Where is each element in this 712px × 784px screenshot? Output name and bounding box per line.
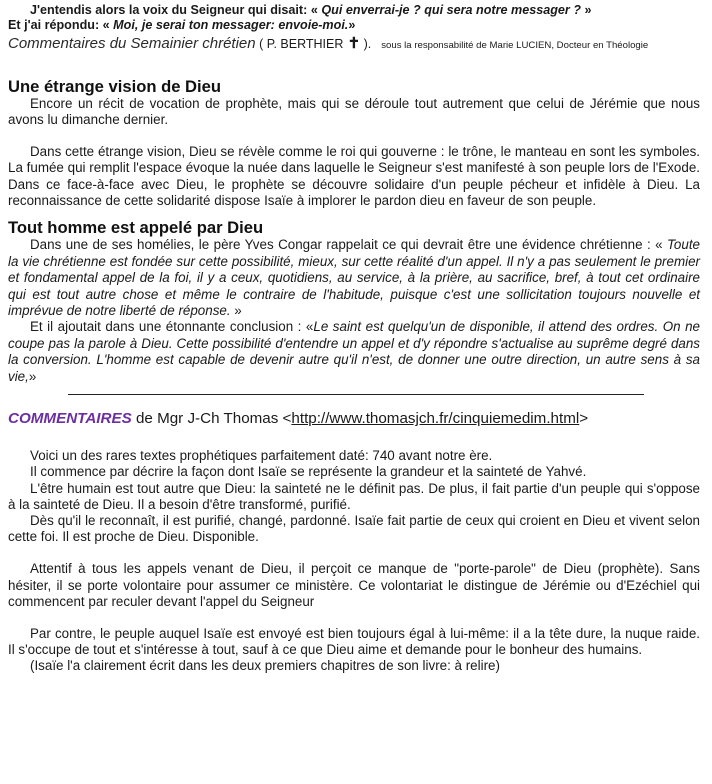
paragraph: Dès qu'il le reconnaît, il est purifié, changé, pardonné. Isaïe fait partie de ceux qui croient en Dieu et vivent selon cette foi. Il est proche de Dieu. Disponible.	[8, 512, 700, 545]
responsibility-note: sous la responsabilité de Marie LUCIEN, Docteur en Théologie	[381, 40, 649, 51]
paragraph: Il commence par décrire la façon dont Isaïe se représente la grandeur et la sainteté de Yahvé.	[30, 464, 587, 480]
paragraph: Voici un des rares textes prophétiques parfaitement daté: 740 avant notre ère.	[30, 448, 493, 464]
author-close: ).	[360, 37, 372, 51]
cross-icon: ✝	[347, 35, 361, 52]
paragraph: Par contre, le peuple auquel Isaïe est envoyé est bien toujours égal à lui-même: il a la tête dure, la nuque raide. Il s'occupe de tout et s'intéresse à tout, sauf à ce que Dieu aime et demande pour le bonheur des humains.	[8, 625, 700, 658]
paragraph: (Isaïe l'a clairement écrit dans les deux premiers chapitres de son livre: à relire)	[30, 658, 500, 674]
paragraph: Encore un récit de vocation de prophète, mais qui se déroule tout autrement que celui de Jérémie que nous avons lu dimanche dernier.	[8, 96, 700, 128]
quote-end: »	[28, 368, 37, 384]
verse-1-quote: Qui enverrai-je ? qui sera notre messager ?	[321, 3, 581, 17]
link-close: >	[579, 410, 589, 428]
verse-2-suffix: »	[348, 18, 356, 32]
quote-intro: Et il ajoutait dans une étonnante conclusion : «	[30, 319, 314, 335]
document-page	[8, 3, 700, 675]
thomas-link[interactable]: http://www.thomasjch.fr/cinquiemedim.html	[291, 410, 580, 428]
section-divider	[68, 394, 644, 395]
quote-end: »	[230, 303, 242, 319]
verse-2-quote: Moi, je serai ton messager: envoie-moi.	[113, 18, 349, 32]
source-line	[8, 34, 700, 55]
commentaires-author: de Mgr J-Ch Thomas <	[131, 410, 292, 428]
bible-verse-line-1	[8, 3, 700, 18]
section-title-appel: Tout homme est appelé par Dieu	[8, 218, 264, 238]
bible-verse-line-2	[8, 18, 700, 33]
quote-intro: Dans une de ses homélies, le père Yves Congar rappelait ce qui devrait être une évidence chrétienne : «	[30, 237, 667, 253]
paragraph: Attentif à tous les appels venant de Dieu, il perçoit ce manque de "porte-parole" de Dieu (prophète). Sans hésiter, il se porte volontaire pour assumer ce ministère. Ce volontariat le distingue de Jérémie ou d'Ezéchiel qui commencent par reculer devant l'appel du Seigneur	[8, 561, 700, 609]
paragraph: L'être humain est tout autre que Dieu: la sainteté ne le définit pas. De plus, il fait partie d'un peuple qui s'oppose à la sainteté de Dieu. Il a besoin d'être transformé, purifié.	[8, 480, 700, 512]
commentaires-heading	[8, 409, 700, 428]
quote-text: Toute la vie chrétienne est fondée sur cette possibilité, mieux, sur cette réalité d'un appel. Il n'y a pas seulement le premier et fondamental appel de la foi, il y a ceux, quotidiens, au service, à la prière, au sacrifice, bref, à tout cet ordinaire qui est tout autre chose et même le contraire de l'habitude, puisque c'est une sollicitation toujours nouvelle et imprévue de notre liberté de réponse.	[8, 237, 700, 319]
source-title: Commentaires du Semainier chrétien	[8, 35, 256, 52]
paragraph-congar-quote	[8, 237, 700, 319]
quote-text: Le saint est quelqu'un de disponible, il attend des ordres. On ne coupe pas la parole à Dieu. Cette possibilité d'entendre un appel et d'y répondre s'actualise au suprême degré dans la conversion. L'homme est capable de devenir autre qu'il n'est, de donner une outre direction, un autre sens à sa vie,	[8, 319, 701, 384]
paragraph: Dans cette étrange vision, Dieu se révèle comme le roi qui gouverne : le trône, le manteau en sont les symboles. La fumée qui remplit l'espace évoque la nuée dans laquelle le Seigneur s'est manifesté à son peuple lors de l'Exode. Dans ce face-à-face avec Dieu, le prophète se découvre solidaire d'un peuple pécheur et infidèle à Dieu. La reconnaissance de cette solidarité dispose Isaïe à implorer le pardon dieu en faveur de son peuple.	[8, 143, 700, 209]
verse-2-prefix: Et j'ai répondu: «	[8, 18, 114, 32]
verse-1-suffix: »	[581, 3, 592, 17]
paragraph-congar-conclusion	[8, 319, 700, 385]
section-title-vision: Une étrange vision de Dieu	[8, 77, 222, 96]
commentaires-label: COMMENTAIRES	[8, 410, 132, 428]
author-open: (	[255, 37, 267, 51]
author-name: P. BERTHIER	[266, 37, 344, 51]
thomas-commentary	[8, 448, 700, 674]
verse-1-prefix: J'entendis alors la voix du Seigneur qui disait: «	[30, 3, 322, 17]
